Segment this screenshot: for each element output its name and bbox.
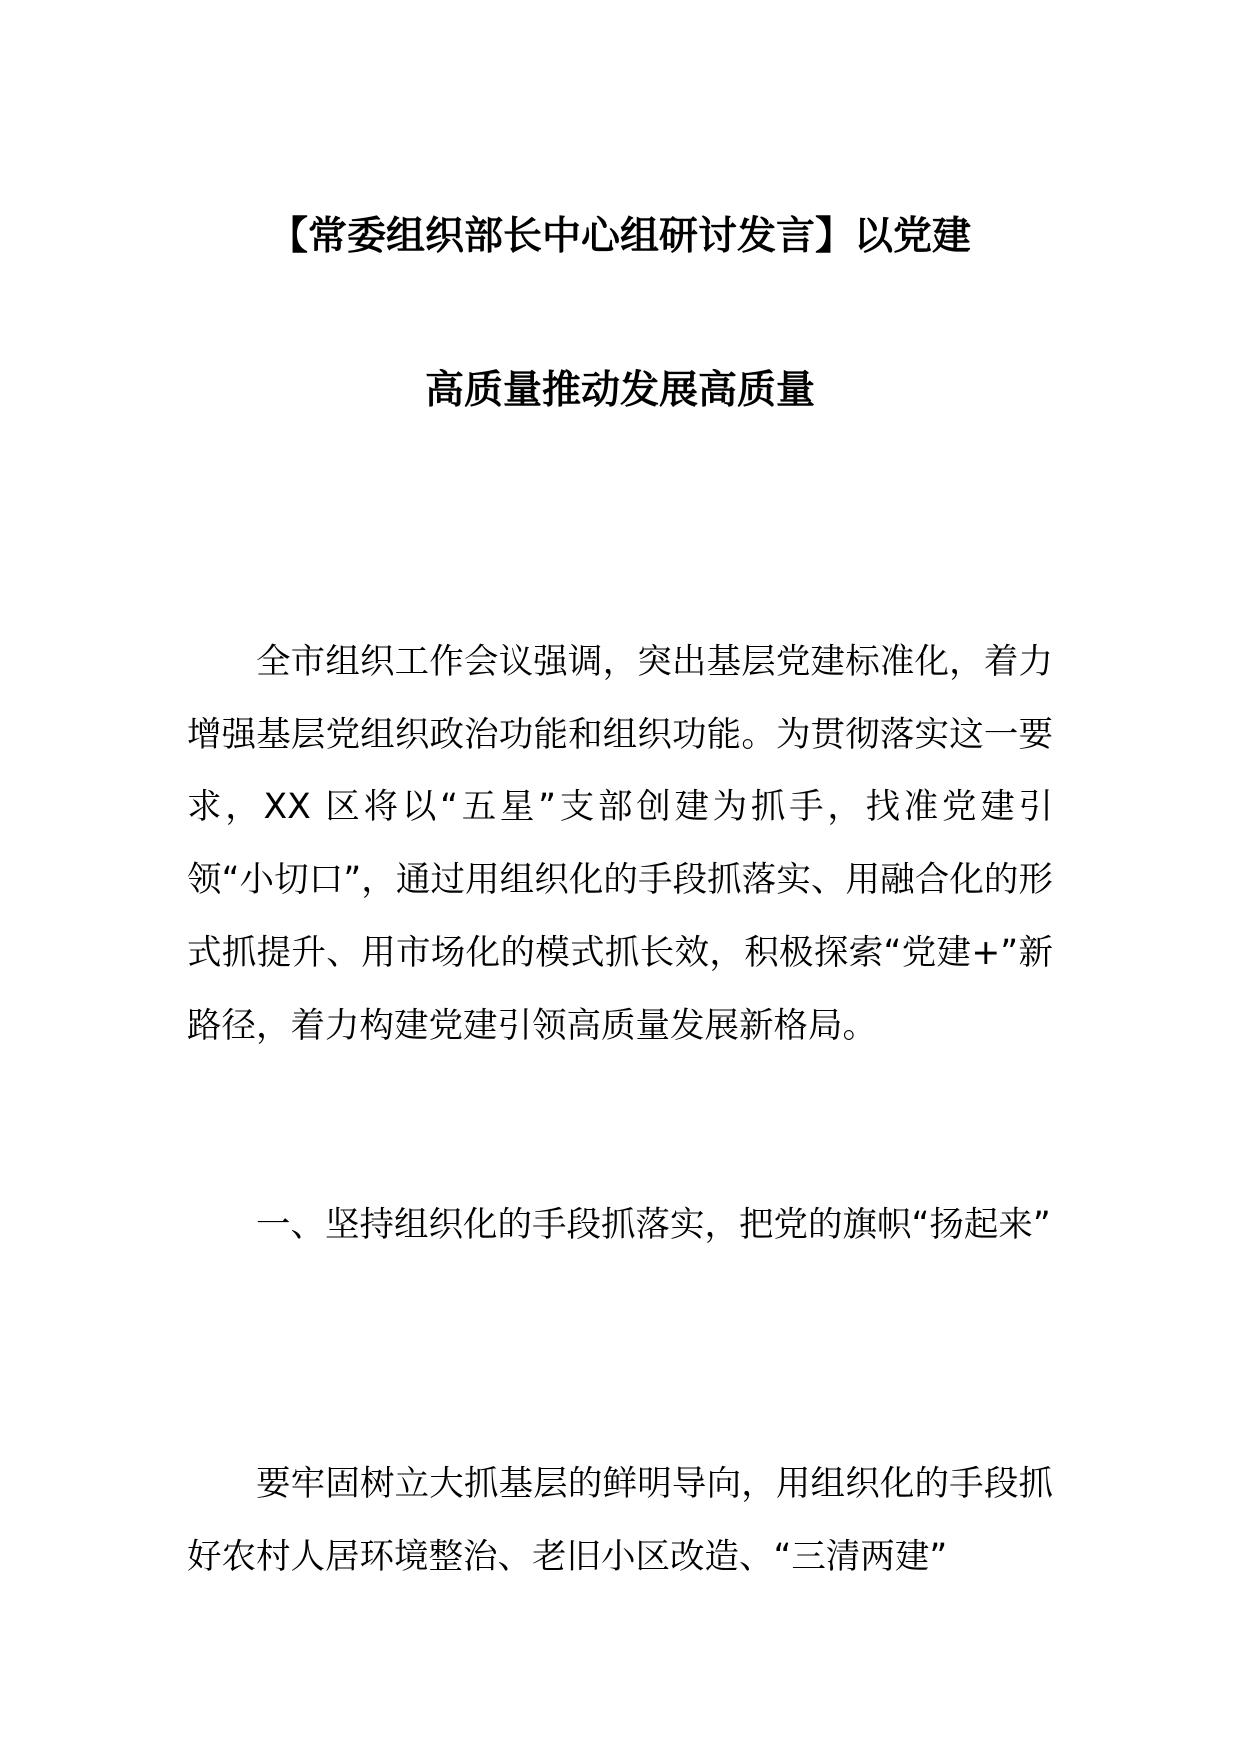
body-paragraph-section-1: 要牢固树立大抓基层的鲜明导向，用组织化的手段抓好农村人居环境整治、老旧小区改造、“三清两建” bbox=[187, 1464, 1053, 1577]
document-title-line-1: 【常委组织部长中心组研讨发言】以党建 bbox=[268, 214, 971, 259]
section-heading-1: 一、坚持组织化的手段抓落实，把党的旗帜“扬起来” bbox=[256, 1205, 1051, 1245]
document-title-line-2: 高质量推动发展高质量 bbox=[424, 368, 815, 413]
body-paragraph-intro: 全市组织工作会议强调，突出基层党建标准化，着力增强基层党组织政治功能和组织功能。为贯彻落实这一要求，XX 区将以“五星”支部创建为抓手，找准党建引领“小切口”，通过用组织化的手段抓落实、用融合化的形式抓提升、用市场化的模式抓长效，积极探索“党建+”新路径，着力构建党建引领高质量发展新格局。 bbox=[187, 642, 1053, 1046]
